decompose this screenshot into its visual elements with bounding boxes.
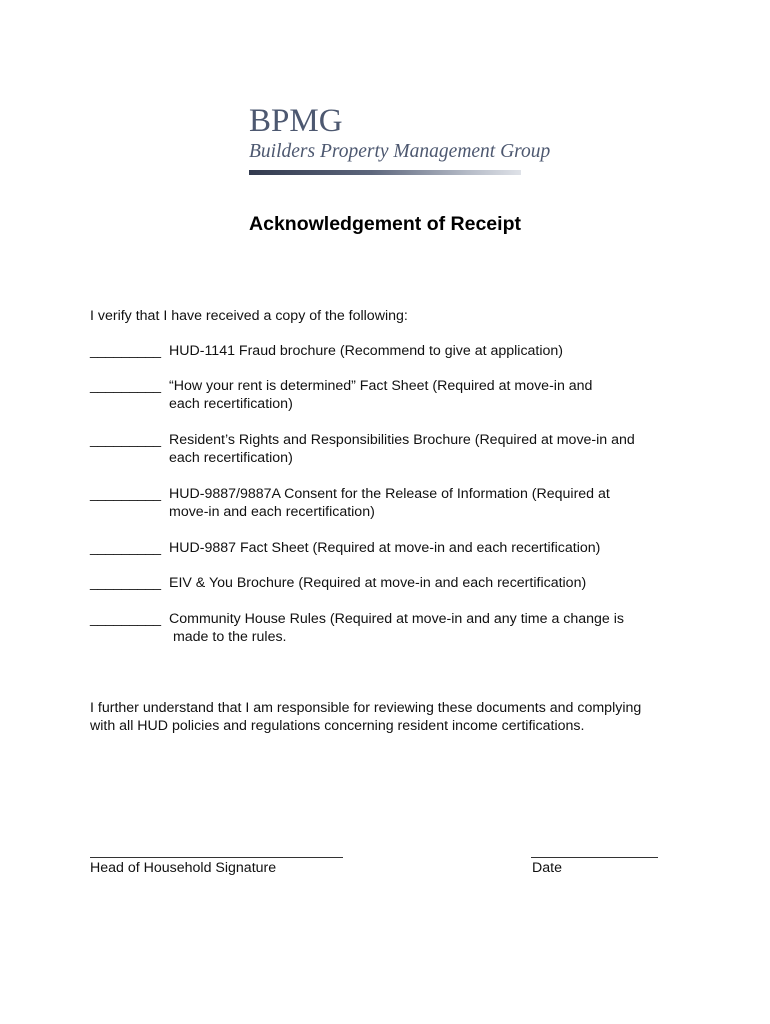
checklist-item-line1: “How your rent is determined” Fact Sheet (Required at move-in and	[169, 378, 593, 394]
checklist-item-text	[169, 610, 689, 646]
logo-underline-bar	[249, 170, 521, 175]
date-label: Date	[532, 860, 562, 876]
checklist-item-line1: EIV & You Brochure (Required at move-in and each recertification)	[169, 575, 587, 591]
closing-statement	[90, 699, 641, 735]
intro-text: I verify that I have received a copy of the following:	[90, 308, 408, 324]
checklist-item-line1: Resident’s Rights and Responsibilities Brochure (Required at move-in and	[169, 432, 635, 448]
initial-blank[interactable]: _________	[90, 486, 162, 502]
initial-blank[interactable]: _________	[90, 378, 162, 394]
checklist-item-line2: move-in and each recertification)	[169, 504, 375, 520]
date-line[interactable]	[531, 857, 658, 858]
checklist-item-line2: each recertification)	[169, 396, 293, 412]
checklist-item-text	[169, 342, 689, 360]
checklist-item-line1: HUD-9887/9887A Consent for the Release of Information (Required at	[169, 486, 610, 502]
head-of-household-signature-line[interactable]	[90, 857, 343, 858]
checklist-item-line1: Community House Rules (Required at move-in and any time a change is	[169, 611, 625, 627]
closing-line1: I further understand that I am responsible for reviewing these documents and complying	[90, 700, 642, 716]
checklist-item-text	[169, 377, 689, 413]
checklist-item-line2: each recertification)	[169, 450, 293, 466]
checklist-item-text	[169, 539, 689, 557]
company-logo	[249, 103, 551, 175]
initial-blank[interactable]: _________	[90, 611, 162, 627]
checklist-item-line1: HUD-9887 Fact Sheet (Required at move-in and each recertification)	[169, 540, 601, 556]
checklist-item-text	[169, 431, 689, 467]
head-of-household-signature-label: Head of Household Signature	[90, 860, 277, 876]
logo-company-name: Builders Property Management Group	[249, 141, 551, 162]
document-title: Acknowledgement of Receipt	[249, 213, 521, 235]
checklist-item-text	[169, 485, 689, 521]
initial-blank[interactable]: _________	[90, 575, 162, 591]
logo-mark: BPMG	[249, 103, 343, 139]
initial-blank[interactable]: _________	[90, 343, 162, 359]
checklist-item-line1: HUD-1141 Fraud brochure (Recommend to give at application)	[169, 343, 564, 359]
checklist-item-line2: made to the rules.	[169, 629, 287, 645]
checklist-item-text	[169, 574, 689, 592]
initial-blank[interactable]: _________	[90, 432, 162, 448]
closing-line2: with all HUD policies and regulations concerning resident income certifications.	[90, 718, 585, 734]
initial-blank[interactable]: _________	[90, 540, 162, 556]
